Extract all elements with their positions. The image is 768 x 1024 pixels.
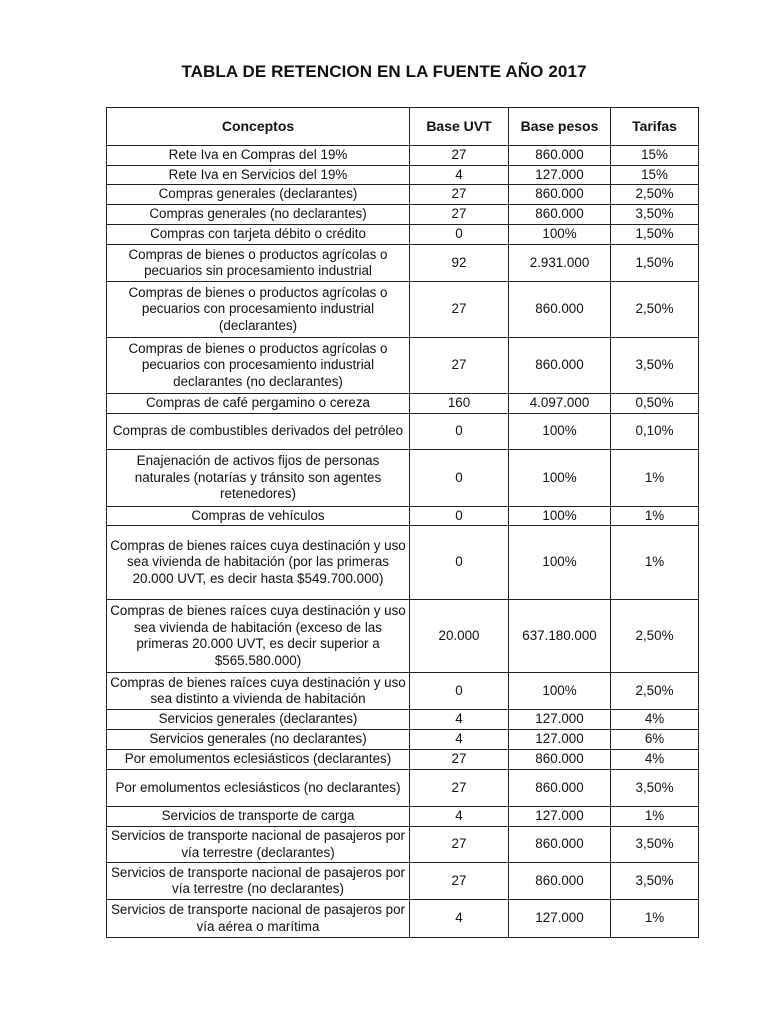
table-row bbox=[107, 450, 699, 507]
concepto-cell: Por emolumentos eclesiásticos (no declarantes) bbox=[107, 770, 410, 807]
table-row bbox=[107, 526, 699, 600]
base-pesos-cell: 100% bbox=[509, 507, 611, 526]
concepto-cell: Compras de combustibles derivados del petróleo bbox=[107, 414, 410, 450]
table-row bbox=[107, 205, 699, 225]
base-uvt-cell: 27 bbox=[410, 146, 509, 166]
page-title: TABLA DE RETENCION EN LA FUENTE AÑO 2017 bbox=[181, 62, 587, 81]
concepto-cell: Servicios de transporte nacional de pasajeros por vía aérea o marítima bbox=[107, 900, 410, 938]
tarifa-cell: 3,50% bbox=[611, 827, 699, 863]
base-pesos-cell: 4.097.000 bbox=[509, 394, 611, 414]
base-uvt-cell: 0 bbox=[410, 673, 509, 710]
table-row bbox=[107, 185, 699, 205]
base-pesos-cell: 2.931.000 bbox=[509, 245, 611, 282]
tarifa-cell: 1% bbox=[611, 900, 699, 938]
table-row bbox=[107, 225, 699, 245]
concepto-cell: Compras de bienes o productos agrícolas o pecuarios con procesamiento industrial declarantes (no declarantes) bbox=[107, 338, 410, 394]
header-conceptos: Conceptos bbox=[107, 108, 410, 146]
concepto-cell: Compras de bienes o productos agrícolas o pecuarios sin procesamiento industrial bbox=[107, 245, 410, 282]
tarifa-cell: 1,50% bbox=[611, 225, 699, 245]
table-row bbox=[107, 146, 699, 166]
table-row bbox=[107, 245, 699, 282]
concepto-cell: Compras generales (declarantes) bbox=[107, 185, 410, 205]
base-pesos-cell: 127.000 bbox=[509, 900, 611, 938]
concepto-cell: Servicios generales (declarantes) bbox=[107, 710, 410, 730]
base-uvt-cell: 0 bbox=[410, 507, 509, 526]
table-row bbox=[107, 507, 699, 526]
tarifa-cell: 1% bbox=[611, 450, 699, 507]
concepto-cell: Servicios generales (no declarantes) bbox=[107, 730, 410, 750]
concepto-cell: Por emolumentos eclesiásticos (declarantes) bbox=[107, 750, 410, 770]
concepto-cell: Compras de café pergamino o cereza bbox=[107, 394, 410, 414]
table-row bbox=[107, 710, 699, 730]
base-uvt-cell: 27 bbox=[410, 770, 509, 807]
table-row bbox=[107, 750, 699, 770]
base-uvt-cell: 92 bbox=[410, 245, 509, 282]
tarifa-cell: 0,50% bbox=[611, 394, 699, 414]
tarifa-cell: 1% bbox=[611, 507, 699, 526]
tarifa-cell: 3,50% bbox=[611, 863, 699, 900]
concepto-cell: Compras generales (no declarantes) bbox=[107, 205, 410, 225]
table-row bbox=[107, 863, 699, 900]
tarifa-cell: 3,50% bbox=[611, 205, 699, 225]
table-row bbox=[107, 807, 699, 827]
concepto-cell: Enajenación de activos fijos de personas naturales (notarías y tránsito son agentes retenedores) bbox=[107, 450, 410, 507]
header-base-uvt: Base UVT bbox=[410, 108, 509, 146]
base-uvt-cell: 27 bbox=[410, 863, 509, 900]
base-pesos-cell: 860.000 bbox=[509, 205, 611, 225]
tarifa-cell: 2,50% bbox=[611, 185, 699, 205]
concepto-cell: Rete Iva en Compras del 19% bbox=[107, 146, 410, 166]
header-tarifas: Tarifas bbox=[611, 108, 699, 146]
base-pesos-cell: 860.000 bbox=[509, 338, 611, 394]
retention-table bbox=[106, 107, 699, 938]
base-pesos-cell: 127.000 bbox=[509, 710, 611, 730]
base-pesos-cell: 127.000 bbox=[509, 730, 611, 750]
table-header-row bbox=[107, 108, 699, 146]
table-row bbox=[107, 827, 699, 863]
base-pesos-cell: 637.180.000 bbox=[509, 600, 611, 673]
tarifa-cell: 2,50% bbox=[611, 282, 699, 338]
base-uvt-cell: 27 bbox=[410, 750, 509, 770]
base-uvt-cell: 0 bbox=[410, 414, 509, 450]
base-uvt-cell: 27 bbox=[410, 827, 509, 863]
base-uvt-cell: 0 bbox=[410, 526, 509, 600]
concepto-cell: Compras de bienes raíces cuya destinación y uso sea vivienda de habitación (por las primeras 20.000 UVT, es decir hasta $549.700.000) bbox=[107, 526, 410, 600]
tarifa-cell: 6% bbox=[611, 730, 699, 750]
base-uvt-cell: 4 bbox=[410, 730, 509, 750]
concepto-cell: Servicios de transporte de carga bbox=[107, 807, 410, 827]
table-row bbox=[107, 166, 699, 185]
table-row bbox=[107, 730, 699, 750]
base-uvt-cell: 4 bbox=[410, 710, 509, 730]
tarifa-cell: 2,50% bbox=[611, 600, 699, 673]
base-uvt-cell: 4 bbox=[410, 807, 509, 827]
base-pesos-cell: 860.000 bbox=[509, 770, 611, 807]
base-pesos-cell: 860.000 bbox=[509, 827, 611, 863]
tarifa-cell: 4% bbox=[611, 710, 699, 730]
concepto-cell: Compras de bienes o productos agrícolas o pecuarios con procesamiento industrial (declarantes) bbox=[107, 282, 410, 338]
concepto-cell: Rete Iva en Servicios del 19% bbox=[107, 166, 410, 185]
base-pesos-cell: 127.000 bbox=[509, 807, 611, 827]
base-pesos-cell: 127.000 bbox=[509, 166, 611, 185]
base-pesos-cell: 100% bbox=[509, 414, 611, 450]
table-row bbox=[107, 600, 699, 673]
base-uvt-cell: 4 bbox=[410, 900, 509, 938]
base-pesos-cell: 860.000 bbox=[509, 282, 611, 338]
table-row bbox=[107, 394, 699, 414]
base-uvt-cell: 27 bbox=[410, 282, 509, 338]
tarifa-cell: 0,10% bbox=[611, 414, 699, 450]
concepto-cell: Servicios de transporte nacional de pasajeros por vía terrestre (no declarantes) bbox=[107, 863, 410, 900]
concepto-cell: Servicios de transporte nacional de pasajeros por vía terrestre (declarantes) bbox=[107, 827, 410, 863]
concepto-cell: Compras de bienes raíces cuya destinación y uso sea vivienda de habitación (exceso de las primeras 20.000 UVT, es decir superior a $565.580.000) bbox=[107, 600, 410, 673]
base-uvt-cell: 160 bbox=[410, 394, 509, 414]
tarifa-cell: 1% bbox=[611, 807, 699, 827]
base-uvt-cell: 20.000 bbox=[410, 600, 509, 673]
tarifa-cell: 1,50% bbox=[611, 245, 699, 282]
table-row bbox=[107, 338, 699, 394]
base-pesos-cell: 100% bbox=[509, 673, 611, 710]
base-uvt-cell: 4 bbox=[410, 166, 509, 185]
base-uvt-cell: 0 bbox=[410, 450, 509, 507]
base-pesos-cell: 100% bbox=[509, 450, 611, 507]
concepto-cell: Compras de vehículos bbox=[107, 507, 410, 526]
base-pesos-cell: 860.000 bbox=[509, 146, 611, 166]
tarifa-cell: 15% bbox=[611, 146, 699, 166]
tarifa-cell: 15% bbox=[611, 166, 699, 185]
base-pesos-cell: 860.000 bbox=[509, 863, 611, 900]
header-base-pesos: Base pesos bbox=[509, 108, 611, 146]
table-row bbox=[107, 900, 699, 938]
tarifa-cell: 2,50% bbox=[611, 673, 699, 710]
base-pesos-cell: 860.000 bbox=[509, 750, 611, 770]
base-pesos-cell: 100% bbox=[509, 526, 611, 600]
base-uvt-cell: 0 bbox=[410, 225, 509, 245]
base-uvt-cell: 27 bbox=[410, 185, 509, 205]
base-pesos-cell: 100% bbox=[509, 225, 611, 245]
base-pesos-cell: 860.000 bbox=[509, 185, 611, 205]
tarifa-cell: 1% bbox=[611, 526, 699, 600]
table-row bbox=[107, 770, 699, 807]
base-uvt-cell: 27 bbox=[410, 338, 509, 394]
concepto-cell: Compras con tarjeta débito o crédito bbox=[107, 225, 410, 245]
table-row bbox=[107, 673, 699, 710]
base-uvt-cell: 27 bbox=[410, 205, 509, 225]
tarifa-cell: 3,50% bbox=[611, 338, 699, 394]
table-row bbox=[107, 282, 699, 338]
concepto-cell: Compras de bienes raíces cuya destinación y uso sea distinto a vivienda de habitación bbox=[107, 673, 410, 710]
tarifa-cell: 4% bbox=[611, 750, 699, 770]
table-row bbox=[107, 414, 699, 450]
tarifa-cell: 3,50% bbox=[611, 770, 699, 807]
